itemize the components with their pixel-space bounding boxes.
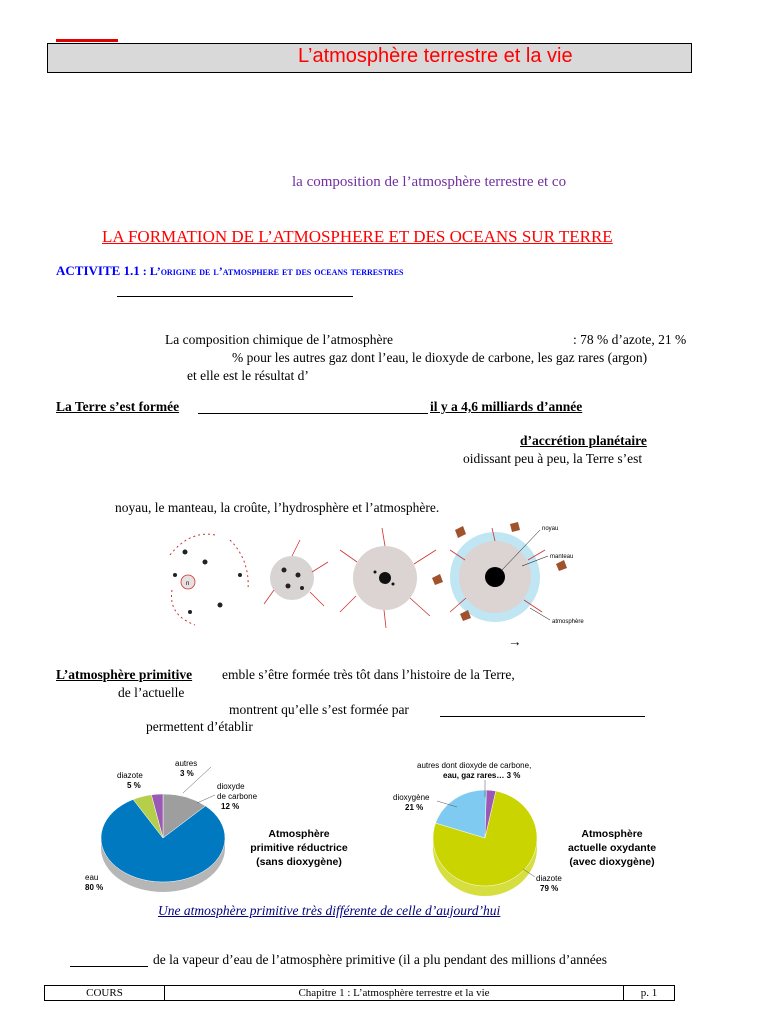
paragraph-text: La composition chimique de l’atmosphère xyxy=(165,332,393,347)
title-accent-bar xyxy=(56,39,118,42)
paragraph-text: montrent qu’elle s’est formée par xyxy=(229,702,409,717)
pie2-title-1: Atmosphère xyxy=(581,828,643,840)
blank-line xyxy=(198,413,428,414)
footer-chapter: Chapitre 1 : L’atmosphère terrestre et la vie xyxy=(164,985,624,1001)
paragraph-text: oidissant peu à peu, la Terre s’est xyxy=(463,451,643,466)
label-noyau: noyau xyxy=(542,526,559,532)
value-o2: 21 % xyxy=(405,803,424,812)
paragraph-text: L’atmosphère primitive xyxy=(56,667,193,682)
blank-line xyxy=(117,296,353,297)
label-co2-1: dioxyde xyxy=(217,782,245,791)
label-o2: dioxygène xyxy=(393,793,430,802)
section-title: LA FORMATION DE L’ATMOSPHERE ET DES OCEANS SUR TERRE xyxy=(102,227,613,246)
label-manteau: manteau xyxy=(550,554,574,560)
paragraph-text: et elle est le résultat d’ xyxy=(187,368,309,383)
footer-section: COURS xyxy=(44,985,165,1001)
value-autres: 3 % xyxy=(180,769,194,778)
value-diazote: 5 % xyxy=(127,781,141,790)
stage-3-differentiation xyxy=(340,528,436,628)
figure-caption: Une atmosphère primitive très différente de celle d’aujourd’hui xyxy=(158,903,501,918)
value-eau: 80 % xyxy=(85,883,104,892)
paragraph-text: d’accrétion planétaire xyxy=(520,433,647,448)
pie-chart-primitive xyxy=(101,794,225,892)
pie-chart-actuelle xyxy=(433,790,537,896)
activity-heading xyxy=(56,263,403,279)
label-atmosphere: atmosphère xyxy=(552,619,584,625)
activity-number: ACTIVITE 1.1 xyxy=(56,263,140,278)
footer-page-number: p. 1 xyxy=(623,985,675,1001)
paragraph-text: il y a 4,6 milliards d’année xyxy=(430,399,583,414)
pie1-title-3: (sans dioxygène) xyxy=(256,856,342,868)
value-co2: 12 % xyxy=(221,802,240,811)
pie1-title-1: Atmosphère xyxy=(268,828,330,840)
label-eau: eau xyxy=(85,873,99,882)
pie1-title-2: primitive réductrice xyxy=(250,842,348,854)
paragraph-text: de l’actuelle xyxy=(118,685,185,700)
label-autres-2a: autres dont dioxyde de carbone, xyxy=(417,761,532,770)
stage-1-accretion xyxy=(170,534,248,625)
activity-title: : L’origine de l’atmosphere et des oceans terrestres xyxy=(139,264,404,278)
label-diazote-2: diazote xyxy=(536,874,562,883)
paragraph-text: noyau, le manteau, la croûte, l’hydrosphère et l’atmosphère. xyxy=(115,500,440,515)
intro-text: la composition de l’atmosphère terrestre et co xyxy=(292,174,567,190)
label-diazote: diazote xyxy=(117,771,143,780)
paragraph-text: de la vapeur d’eau de l’atmosphère primitive (il a plu pendant des millions d’années xyxy=(153,952,607,967)
label-autres: autres xyxy=(175,759,198,768)
stage-4-layered-earth xyxy=(432,522,584,625)
blank-line xyxy=(440,716,645,717)
core-label: n xyxy=(186,581,190,587)
paragraph-text: La Terre s’est formée xyxy=(56,399,180,414)
page-title: L’atmosphère terrestre et la vie xyxy=(298,45,573,67)
label-autres-2b: eau, gaz rares… 3 % xyxy=(443,771,521,780)
label-co2-2: de carbone xyxy=(217,792,258,801)
paragraph-text: emble s’être formée très tôt dans l’histoire de la Terre, xyxy=(222,667,515,682)
planet-formation-figure xyxy=(160,520,600,635)
paragraph-text: % pour les autres gaz dont l’eau, le dioxyde de carbone, les gaz rares (argon) xyxy=(232,350,648,365)
pie2-title-3: (avec dioxygène) xyxy=(569,856,655,868)
arrow-glyph: → xyxy=(508,634,522,649)
paragraph-text: permettent d’établir xyxy=(146,719,253,734)
value-diazote-2: 79 % xyxy=(540,884,559,893)
blank-line xyxy=(70,966,148,967)
stage-2-accretion xyxy=(264,540,328,606)
atmosphere-pie-charts xyxy=(75,755,700,900)
paragraph-text: : 78 % d’azote, 21 % xyxy=(573,332,687,347)
pie2-title-2: actuelle oxydante xyxy=(567,842,657,854)
